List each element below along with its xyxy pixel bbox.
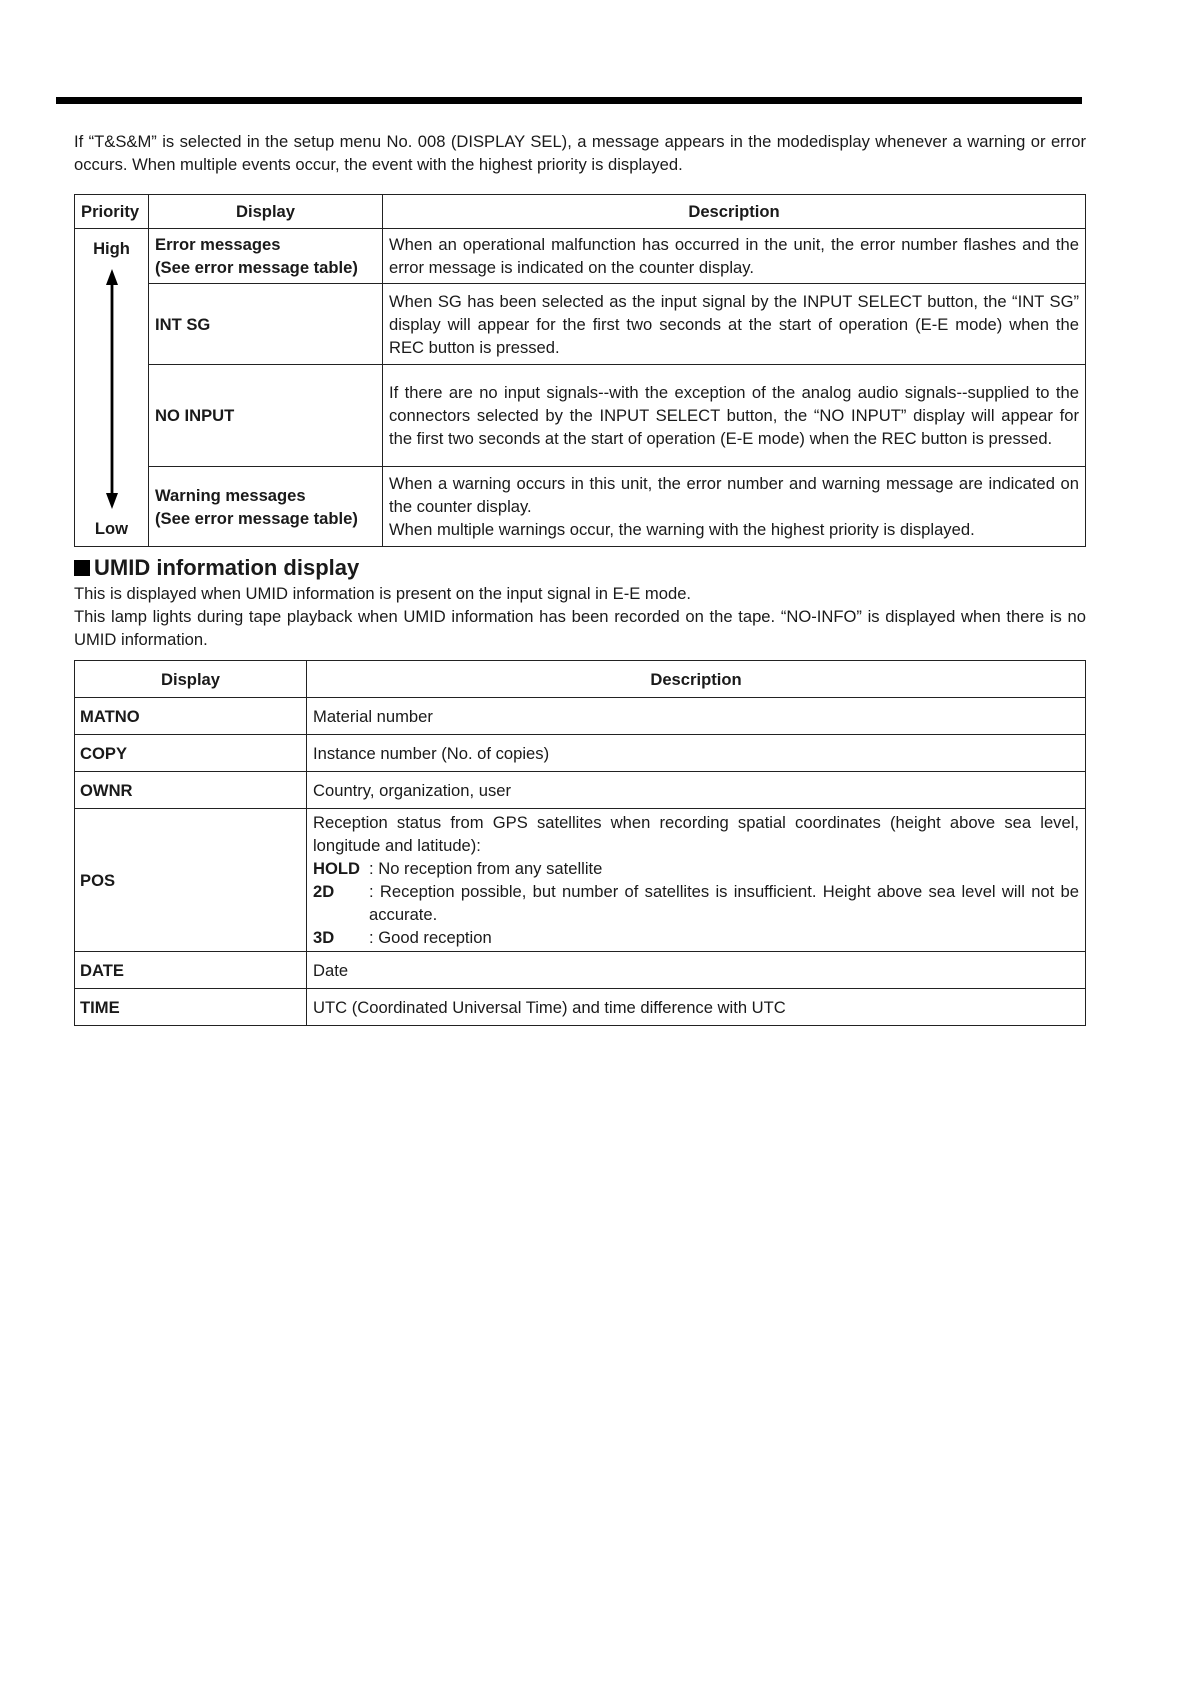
row-key: COPY <box>75 735 307 772</box>
row-value <box>307 809 1086 952</box>
table-row <box>75 735 1086 772</box>
umid-intro <box>74 582 1086 651</box>
header-priority: Priority <box>75 195 149 229</box>
row-value: UTC (Coordinated Universal Time) and time difference with UTC <box>307 989 1086 1026</box>
table-row <box>75 952 1086 989</box>
row-value: Date <box>307 952 1086 989</box>
display-line: (See error message table) <box>155 258 358 278</box>
row-key: OWNR <box>75 772 307 809</box>
section-heading <box>74 555 359 581</box>
display-line: (See error message table) <box>155 508 358 528</box>
pos-code: 3D <box>313 928 335 947</box>
square-bullet-icon <box>74 560 90 576</box>
top-rule <box>56 97 1082 104</box>
list-item <box>313 926 1079 949</box>
intro-paragraph: If “T&S&M” is selected in the setup menu No. 008 (DISPLAY SEL), a message appears in the modedisplay whenever a warning or error occurs. When multiple events occur, the event with the highest priority is displayed. <box>74 132 1086 174</box>
pos-text: : No reception from any satellite <box>369 859 603 878</box>
header-display: Display <box>75 661 307 698</box>
table-row <box>75 364 1086 467</box>
display-line: Error messages <box>155 235 281 255</box>
row-value: Instance number (No. of copies) <box>307 735 1086 772</box>
umid-paragraph: This lamp lights during tape playback when UMID information has been recorded on the tape. “NO-INFO” is displayed when there is no UMID information. <box>74 607 1086 649</box>
pos-description: Reception status from GPS satellites when recording spatial coordinates (height above sea level, longitude and latitude): <box>313 813 1079 855</box>
list-item <box>313 880 1079 926</box>
header-display: Display <box>149 195 383 229</box>
table-row <box>75 698 1086 735</box>
table-row <box>75 284 1086 365</box>
header-description: Description <box>307 661 1086 698</box>
row-value: Country, organization, user <box>307 772 1086 809</box>
table-row <box>75 772 1086 809</box>
list-item <box>313 857 1079 880</box>
priority-scale <box>75 229 149 547</box>
row-key: DATE <box>75 952 307 989</box>
table-row <box>75 809 1086 952</box>
priority-high-label: High <box>93 239 130 258</box>
umid-table <box>74 660 1086 1026</box>
umid-table-header <box>75 661 1086 698</box>
umid-paragraph: This is displayed when UMID information is present on the input signal in E-E mode. <box>74 584 692 603</box>
display-cell <box>149 467 383 547</box>
table-row <box>75 467 1086 547</box>
priority-table <box>74 194 1086 547</box>
table-row <box>75 989 1086 1026</box>
row-key: TIME <box>75 989 307 1026</box>
description-line: When multiple warnings occur, the warning with the highest priority is displayed. <box>389 520 975 540</box>
double-arrow-icon <box>106 269 118 509</box>
row-key: POS <box>75 809 307 952</box>
pos-text: : Reception possible, but number of satellites is insufficient. Height above sea level will not be accurate. <box>369 882 1079 924</box>
display-cell: INT SG <box>149 284 383 365</box>
display-line: Warning messages <box>155 485 306 505</box>
section-heading-text: UMID information display <box>94 555 360 580</box>
row-key: MATNO <box>75 698 307 735</box>
description-cell: When an operational malfunction has occurred in the unit, the error number flashes and the error message is indicated on the counter display. <box>383 229 1086 284</box>
row-value: Material number <box>307 698 1086 735</box>
table-row <box>75 229 1086 284</box>
display-cell <box>149 229 383 284</box>
description-line: When a warning occurs in this unit, the error number and warning message are indicated on the counter display. <box>389 474 1079 517</box>
priority-table-header <box>75 195 1086 229</box>
header-description: Description <box>383 195 1086 229</box>
pos-code: 2D <box>313 882 335 901</box>
description-cell: If there are no input signals--with the exception of the analog audio signals--supplied to the connectors selected by the INPUT SELECT button, the “NO INPUT” display will appear for the first two seconds at the start of operation (E-E mode) when the REC button is pressed. <box>383 364 1086 467</box>
display-cell: NO INPUT <box>149 364 383 467</box>
pos-code: HOLD <box>313 859 361 878</box>
description-cell: When SG has been selected as the input signal by the INPUT SELECT button, the “INT SG” display will appear for the first two seconds at the start of operation (E-E mode) when the REC button is pressed. <box>383 284 1086 365</box>
pos-text: : Good reception <box>369 928 492 947</box>
description-cell <box>383 467 1086 547</box>
priority-low-label: Low <box>94 519 129 538</box>
